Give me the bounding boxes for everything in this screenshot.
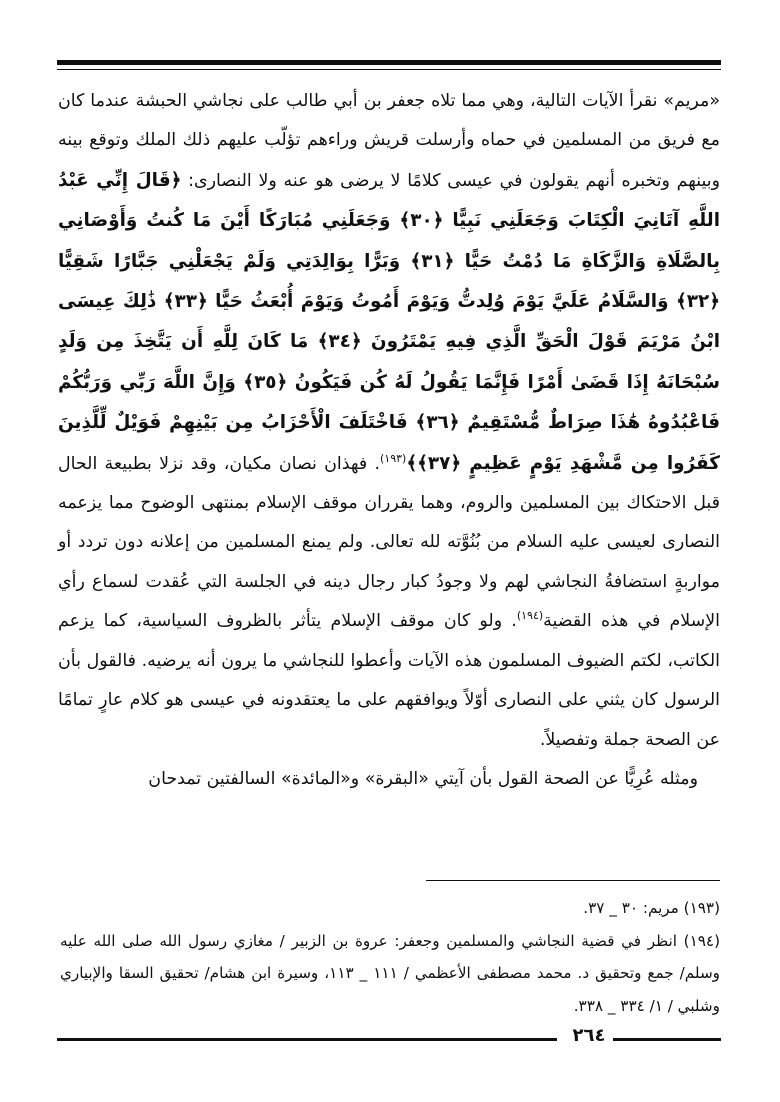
footnote-separator xyxy=(426,880,720,881)
page-footer xyxy=(57,1025,721,1048)
footnotes xyxy=(60,892,720,1022)
quran-verses: ﴿قَالَ إِنِّي عَبْدُ اللَّهِ آتَانِيَ الْكِتَابَ وَجَعَلَنِي نَبِيًّا ﴿٣٠﴾ وَجَعَلَنِي مُبَارَكًا أَيْنَ مَا كُنتُ وَأَوْصَانِي بِالصَّلَاةِ وَالزَّكَاةِ مَا دُمْتُ حَيًّا ﴿٣١﴾ وَبَرًّا بِوَالِدَتِي وَلَمْ يَجْعَلْنِي جَبَّارًا شَقِيًّا ﴿٣٢﴾ وَالسَّلَامُ عَلَيَّ يَوْمَ وُلِدتُّ وَيَوْمَ أَمُوتُ وَيَوْمَ أُبْعَثُ حَيًّا ﴿٣٣﴾ ذَٰلِكَ عِيسَى ابْنُ مَرْيَمَ قَوْلَ الْحَقِّ الَّذِي فِيهِ يَمْتَرُونَ ﴿٣٤﴾ مَا كَانَ لِلَّهِ أَن يَتَّخِذَ مِن وَلَدٍ سُبْحَانَهُ إِذَا قَضَىٰ أَمْرًا فَإِنَّمَا يَقُولُ لَهُ كُن فَيَكُونُ ﴿٣٥﴾ وَإِنَّ اللَّهَ رَبِّي وَرَبُّكُمْ فَاعْبُدُوهُ هَٰذَا صِرَاطٌ مُّسْتَقِيمٌ ﴿٣٦﴾ فَاخْتَلَفَ الْأَحْزَابُ مِن بَيْنِهِمْ فَوَيْلٌ لِّلَّذِينَ كَفَرُوا مِن مَّشْهَدِ يَوْمٍ عَظِيمٍ ﴿٣٧﴾﴾ xyxy=(58,169,721,474)
footnote-193: (١٩٣) مريم: ٣٠ _ ٣٧. xyxy=(583,899,720,917)
footnote-ref-194[interactable]: (١٩٤) xyxy=(516,609,544,623)
header-rule-thick xyxy=(57,60,721,65)
footer-rule-right xyxy=(613,1038,721,1041)
page-number: ٢٦٤ xyxy=(572,1025,606,1046)
footnote-194: (١٩٤) انظر في قضية النجاشي والمسلمين وجعفر: عروة بن الزبير / مغازي رسول الله صلى الله عليه وسلم/ جمع وتحقيق د. محمد مصطفى الأعظمي / ١١١ _ ١١٣، وسيرة ابن هشام/ تحقيق السقا والإبياري وشلبي / ١/ ٣٣٤ _ ٣٣٨. xyxy=(60,931,720,1015)
paragraph-2: ومثله عُرِيًّا عن الصحة القول بأن آيتي «البقرة» و«المائدة» السالفتين تمدحان xyxy=(148,768,698,789)
paragraph-lead: «مريم» نقرأ الآيات التالية، وهي مما تلاه جعفر بن أبي طالب على نجاشي الحبشة عندما كان مع فريق من المسلمين في حماه وأرسلت قريش وراءهم تؤلّب عليهم ذلك الملك وتوقع بينه وبينهم وتخبره أنهم يقولون في عيسى كلامًا لا يرضى هو عنه ولا النصارى: xyxy=(58,91,720,191)
body-text xyxy=(58,82,720,799)
paragraph-tail: . فهذان نصان مكيان، وقد نزلا بطبيعة الحال قبل الاحتكاك بين المسلمين والروم، وهما يقرران موقف الإسلام بمنتهى الوضوح مما يزعمه النصارى لعيسى عليه السلام من بُنُوَّته لله تعالى. ولم يمنع المسلمين من إعلانه دون تردد أو مواربةٍ استضافةُ النجاشي لهم ولا وجودُ كبار رجال دينه في الجلسة التي عُقدت لسماع رأي الإسلام في هذه القضية xyxy=(58,453,720,632)
header-rule-thin xyxy=(57,69,721,70)
footer-rule-left xyxy=(57,1038,557,1041)
paragraph-tail-2: . ولو كان موقف الإسلام يتأثر بالظروف السياسية، كما يزعم الكاتب، لكتم الضيوف المسلمون هذه الآيات وأعطوا للنجاشي ما يرون أنه يرضيه. فالقول بأن الرسول كان يثني على النصارى أوّلاً ويوافقهم على ما يعتقدونه في عيسى هو كلام عارٍ تمامًا عن الصحة جملة وتفصيلاً. xyxy=(58,611,720,750)
footnote-ref-193[interactable]: (١٩٣) xyxy=(380,451,407,465)
paragraph-1 xyxy=(58,82,720,760)
